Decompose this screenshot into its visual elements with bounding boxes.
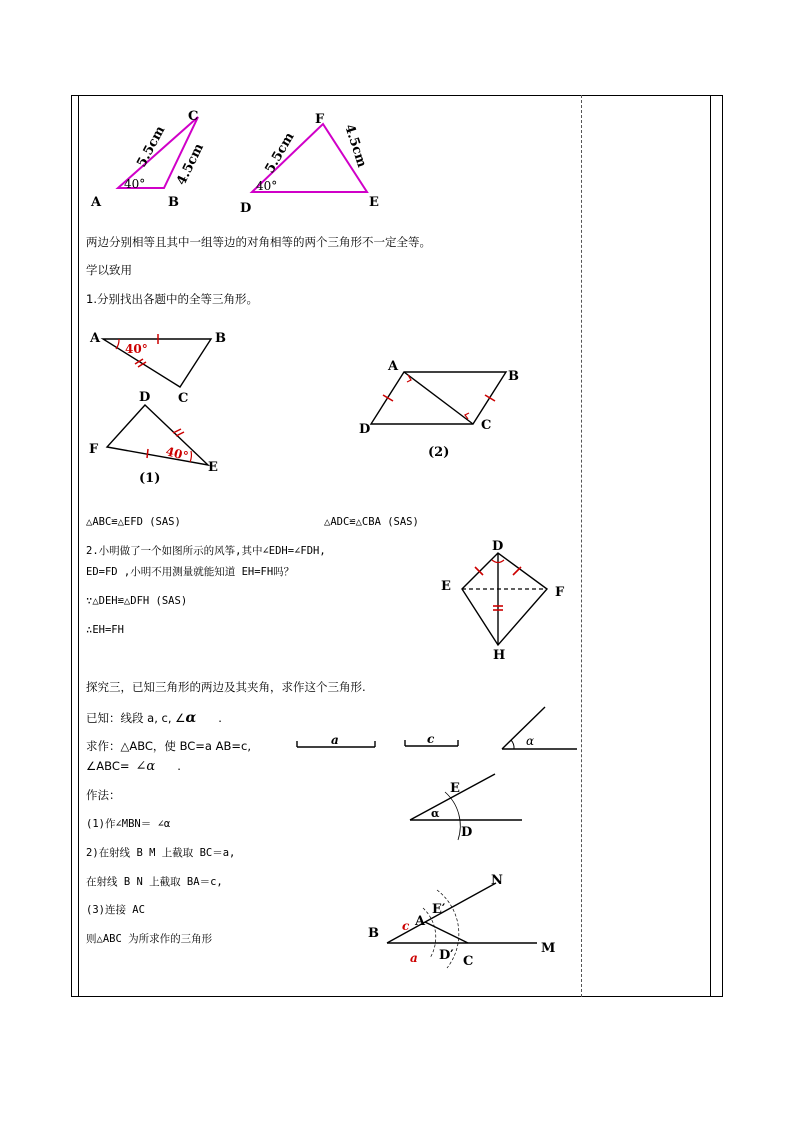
step1-construction-figure [405, 770, 535, 845]
label-d: D [359, 422, 371, 437]
triangle-abc [103, 339, 211, 387]
label-d: D [461, 825, 473, 840]
q1-figure-1 [85, 325, 235, 490]
q2-line-4: ∴EH=FH [86, 624, 124, 636]
side-ac-length: 5.5cm [134, 123, 169, 170]
method-heading: 作法： [86, 788, 121, 802]
angle-ray-upper [502, 707, 545, 749]
q2-line-3: ∵△DEH≌△DFH (SAS) [86, 595, 188, 607]
angle-a-value: 40° [125, 342, 148, 356]
tick-de [475, 567, 483, 575]
label-e: E [369, 195, 379, 210]
diagonal-ac [404, 372, 473, 424]
ask2-end: . [177, 759, 181, 773]
label-e: E [441, 579, 451, 594]
label-h: H [493, 648, 506, 663]
tick-fe [147, 449, 148, 458]
final-construction-figure [365, 868, 565, 973]
angle-alpha-label: α [526, 734, 535, 748]
angle-e-value: 40° [164, 444, 190, 464]
step-4: 则△ABC 为所求作的三角形 [86, 933, 213, 945]
side-bc-length: 4.5cm [174, 141, 208, 188]
step-2b: 在射线 B N 上截取 BA＝c, [86, 876, 223, 888]
label-m: M [541, 941, 556, 956]
section-apply-heading: 学以致用 [86, 263, 132, 277]
explore3-ask: 求作：△ABC，使 BC=a AB=c, [86, 739, 252, 753]
label-c: C [178, 391, 189, 406]
label-d: D [492, 539, 504, 554]
angle-a-label: 40° [124, 177, 146, 191]
table-left-border [71, 95, 72, 997]
q1-prompt: 1.分别找出各题中的全等三角形。 [86, 292, 258, 306]
label-c: C [481, 418, 492, 433]
tick-df [513, 567, 521, 575]
label-c-side: c [402, 919, 410, 933]
ask2-text: ∠ABC= [86, 759, 130, 773]
tick-de-2 [176, 432, 184, 436]
label-f: F [555, 585, 565, 600]
tick-bc [485, 395, 495, 401]
label-d: D [139, 390, 151, 405]
label-e: E [208, 460, 218, 475]
angle-d-label: 40° [256, 179, 278, 193]
side-fe-length: 4.5cm [341, 122, 370, 170]
q2-line-2: ED=FD ,小明不用测量就能知道 EH=FH吗？ [86, 566, 295, 578]
label-d-prime: D′ [439, 948, 454, 963]
table-top-border [71, 95, 723, 96]
figure-2-caption: (2) [428, 445, 450, 460]
label-b: B [215, 331, 226, 346]
label-c: C [188, 109, 199, 124]
table-bottom-border [71, 996, 723, 997]
step-3: (3)连接 AC [86, 904, 145, 916]
ask2-alpha: ∠α [135, 759, 156, 774]
triangle-def [107, 405, 208, 465]
table-inner-left-border [78, 95, 79, 997]
label-a: A [90, 331, 101, 346]
kite-outline [462, 553, 547, 645]
step-1: (1)作∠MBN＝ ∠α [86, 818, 171, 830]
q1-answer-1: △ABC≌△EFD (SAS) [86, 516, 181, 528]
q1-answer-2: △ADC≌△CBA (SAS) [324, 516, 419, 528]
explore3-given [86, 710, 222, 726]
label-d: D [240, 201, 252, 216]
label-c: C [463, 954, 474, 969]
table-inner-right-border [710, 95, 711, 997]
angle-arc-e [190, 451, 191, 462]
label-a: A [91, 195, 102, 210]
segment-a-label: a [331, 733, 339, 747]
angle-arc [511, 740, 514, 749]
label-a: A [388, 359, 399, 374]
given-end: . [218, 711, 222, 725]
kite-figure [435, 535, 575, 665]
q2-line-1: 2.小明做了一个如图所示的风筝,其中∠EDH=∠FDH, [86, 545, 326, 557]
label-f: F [315, 112, 325, 127]
step-2: 2)在射线 B M 上截取 BC＝a, [86, 847, 236, 859]
label-b: B [368, 926, 379, 941]
angle-alpha: α [431, 807, 440, 820]
label-b: B [168, 195, 179, 210]
tick-de-1 [173, 429, 181, 433]
tick-ad [383, 395, 393, 401]
label-a: A [415, 914, 426, 929]
q1-figure-2 [355, 355, 530, 465]
given-text: 已知：线段 a, c, ∠ [86, 711, 186, 725]
segment-c-label: c [427, 732, 435, 746]
explore3-ask-2 [86, 758, 181, 775]
explore3-title: 探究三，已知三角形的两边及其夹角，求作这个三角形. [86, 680, 366, 694]
figure-1-caption: (1) [139, 471, 161, 486]
intro-triangles-figure [80, 100, 400, 220]
label-a-side: a [410, 951, 418, 965]
segment-ac [425, 922, 468, 943]
side-df-length: 5.5cm [262, 130, 298, 176]
table-right-border [722, 95, 723, 997]
given-alpha: α [185, 710, 197, 726]
label-e: E [450, 781, 460, 796]
column-divider [581, 95, 582, 997]
label-b: B [508, 369, 519, 384]
label-n: N [491, 873, 503, 888]
conclusion-text: 两边分别相等且其中一组等边的对角相等的两个三角形不一定全等。 [86, 235, 431, 249]
given-elements-figure [290, 700, 590, 760]
label-e-prime: E′ [432, 902, 446, 917]
label-f: F [89, 442, 99, 457]
angle-arc-a [116, 339, 119, 349]
